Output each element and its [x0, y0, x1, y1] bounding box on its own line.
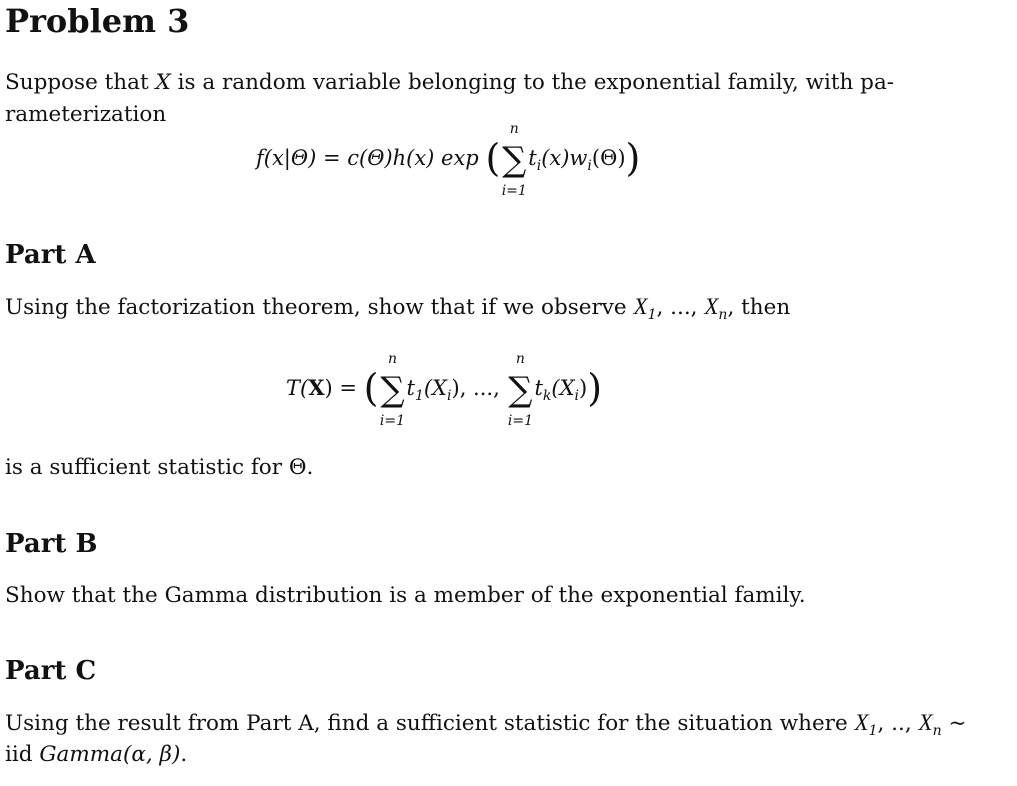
eq2-termk-sub2: i: [574, 388, 580, 404]
part-a-x1: X: [633, 294, 648, 319]
intro-text-a: Suppose that: [5, 70, 149, 95]
part-c-title: Part C: [5, 656, 97, 686]
eq2-bold-x: X: [308, 375, 325, 400]
eq1-summation: [500, 120, 528, 199]
equation-sufficient-statistic: [286, 350, 603, 429]
eq2-sigma-1: ∑: [380, 369, 405, 410]
part-a-xn-sub: n: [718, 307, 728, 323]
part-c-gamma: Gamma(α, β): [39, 742, 181, 767]
part-c-x1: X: [854, 710, 869, 735]
intro-line-1: [5, 70, 894, 95]
part-a-conclusion: is a sufficient statistic for Θ.: [5, 455, 314, 480]
part-c-x1-sub: 1: [868, 723, 878, 739]
part-c-xn-sub: n: [932, 723, 942, 739]
eq1-term-sub: i: [536, 158, 542, 174]
part-a-dots: , ...,: [656, 295, 698, 320]
part-a-text-b: , then: [727, 295, 791, 320]
part-c-period: .: [180, 742, 188, 767]
eq2-termk-rest: (X: [551, 376, 575, 400]
eq1-lhs: f(x|Θ) = c(Θ)h(x) exp: [256, 146, 479, 170]
intro-var-x: X: [155, 70, 171, 95]
part-c-iid: iid: [5, 742, 33, 767]
eq1-sum-top: n: [509, 120, 519, 137]
eq1-sigma: ∑: [502, 139, 527, 180]
eq1-term-sub2: i: [587, 158, 592, 174]
eq2-term1-t: t: [406, 376, 415, 400]
eq2-sum1-top: n: [387, 350, 397, 367]
eq2-term1-sub2: i: [447, 388, 452, 404]
part-c-line-1: [5, 710, 966, 739]
part-a-title: Part A: [5, 240, 96, 270]
part-b-text: Show that the Gamma distribution is a member of the exponential family.: [5, 583, 806, 608]
eq2-termk-t: t: [534, 376, 543, 400]
eq2-term1-end: ), ...,: [451, 376, 500, 400]
eq2-term1-rest: (X: [423, 376, 448, 400]
eq1-term-rest: (x)w: [541, 146, 588, 170]
eq2-termk-sub: k: [542, 388, 552, 404]
equation-exponential-family: [256, 120, 641, 199]
intro-line-2: rameterization: [5, 102, 167, 127]
part-c-xn: X: [918, 710, 933, 735]
part-c-tilde: ∼: [948, 711, 967, 736]
part-b-title: Part B: [5, 529, 98, 559]
eq2-sum1-bottom: i=1: [379, 412, 406, 429]
eq2-termk-end: ): [579, 376, 588, 400]
eq2-rhs: ) =: [324, 376, 357, 400]
part-c-dots: , ..,: [877, 711, 919, 736]
eq1-term-end: (Θ): [591, 146, 626, 170]
eq2-summation-k: [506, 350, 534, 429]
problem-title: Problem 3: [5, 2, 190, 40]
part-a-xn: X: [704, 294, 719, 319]
eq2-term1-sub: 1: [414, 388, 424, 404]
eq2-sumk-top: n: [515, 350, 525, 367]
eq2-sigma-k: ∑: [508, 369, 533, 410]
part-c-line-2: [5, 742, 187, 767]
intro-text-b: is a random variable belonging to the exponential family, with pa-: [177, 70, 895, 95]
eq1-open-paren: (: [485, 136, 501, 180]
eq1-sum-bottom: i=1: [501, 182, 527, 199]
eq1-close-paren: ): [625, 136, 641, 180]
eq2-close-paren: ): [587, 366, 603, 410]
part-c-text-a: Using the result from Part A, find a sufficient statistic for the situation where: [5, 711, 848, 736]
part-a-text-a: Using the factorization theorem, show that if we observe: [5, 295, 627, 320]
eq2-summation-1: [378, 350, 406, 429]
eq2-sumk-bottom: i=1: [507, 412, 533, 429]
eq1-term-t: t: [528, 146, 537, 170]
eq2-lhs: T(: [286, 376, 309, 400]
part-a-text: [5, 294, 790, 323]
eq2-open-paren: (: [363, 366, 379, 410]
part-a-x1-sub: 1: [647, 307, 657, 323]
